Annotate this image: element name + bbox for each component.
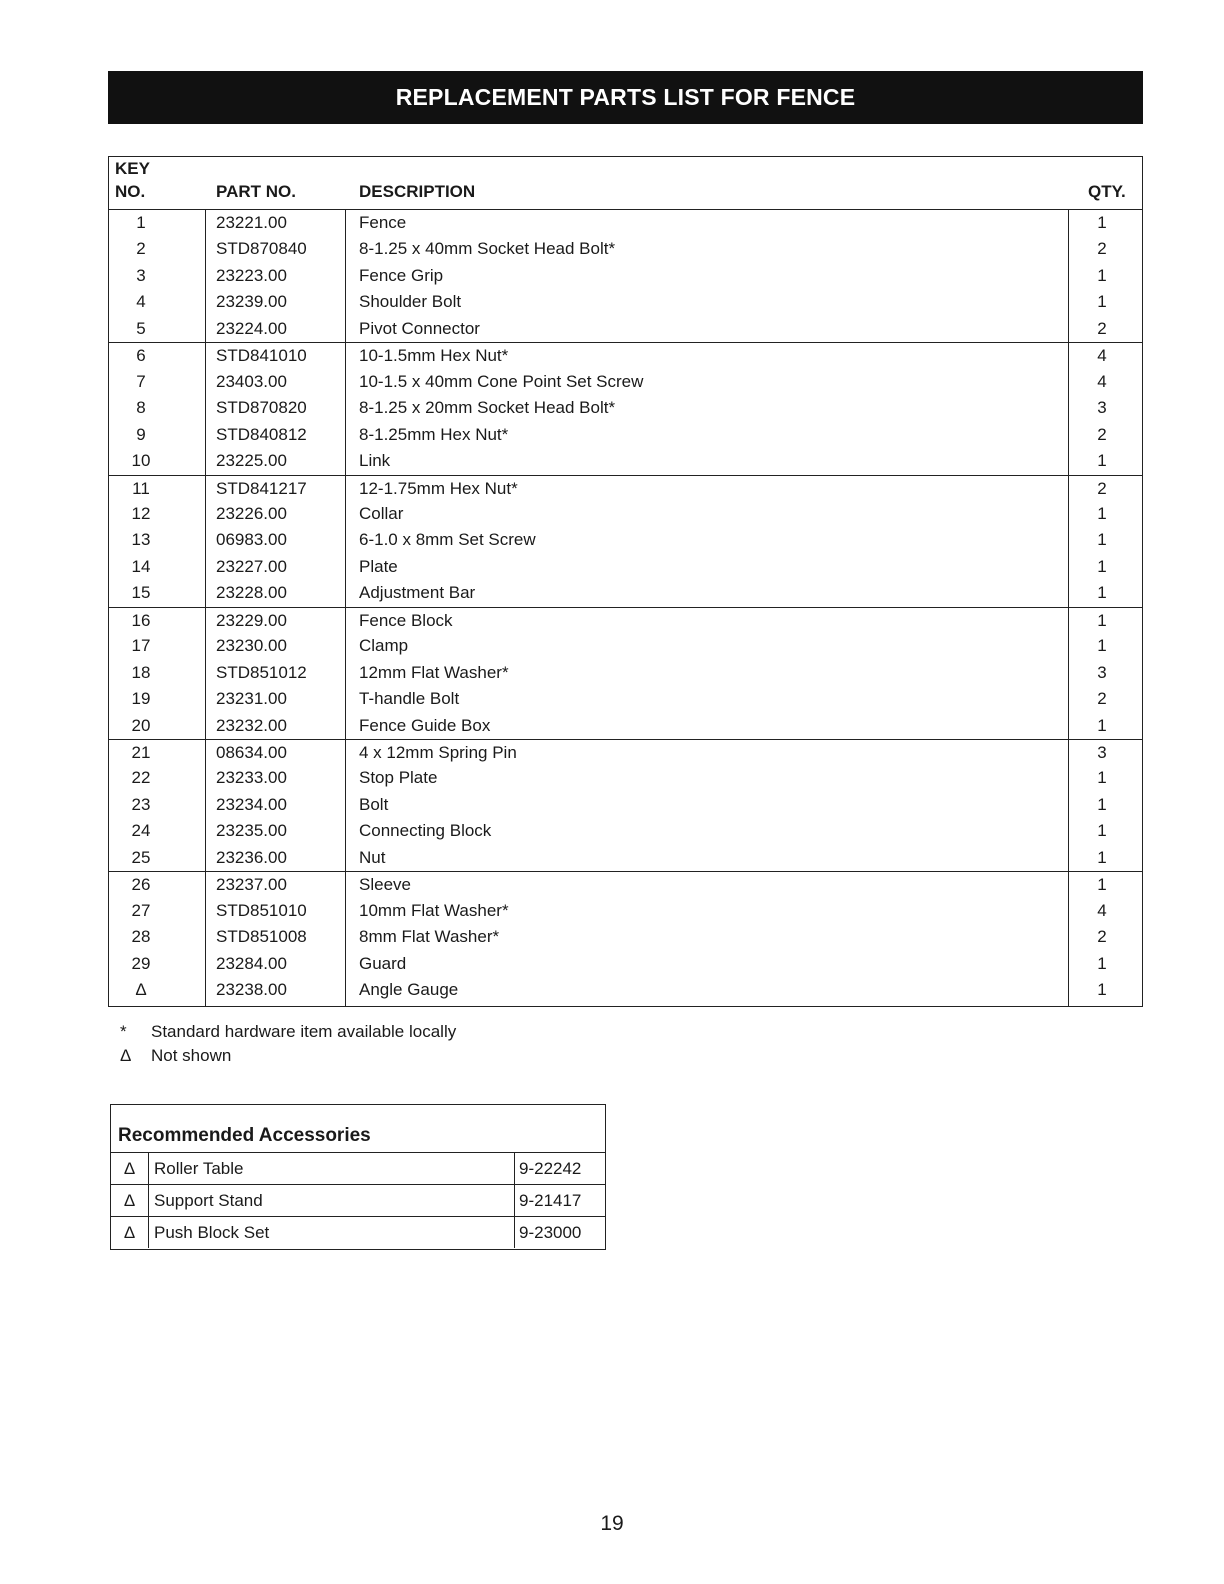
triangle-symbol: Δ: [111, 1185, 149, 1216]
key-number: 5: [136, 318, 146, 338]
key-number: 28: [131, 927, 151, 947]
quantity: 1: [1097, 875, 1107, 895]
quantity: 4: [1097, 900, 1107, 920]
quantity: 4: [1097, 346, 1107, 366]
part-number: 23228.00: [216, 583, 287, 603]
key-number: 18: [131, 662, 151, 682]
table-row: [109, 210, 1142, 236]
part-number: 23227.00: [216, 556, 287, 576]
part-description: Link: [359, 451, 391, 471]
key-number: 19: [131, 689, 151, 709]
key-number: 3: [136, 265, 146, 285]
quantity: 1: [1097, 451, 1107, 471]
table-row: [109, 660, 1142, 686]
quantity: 1: [1097, 821, 1107, 841]
quantity: 1: [1097, 292, 1107, 312]
part-number: STD840812: [216, 424, 307, 444]
part-description: 6-1.0 x 8mm Set Screw: [359, 530, 536, 550]
table-row: [109, 342, 1142, 369]
quantity: 3: [1097, 398, 1107, 418]
triangle-symbol: Δ: [111, 1217, 149, 1248]
quantity: 1: [1097, 583, 1107, 603]
part-number: STD851008: [216, 927, 307, 947]
table-row: [109, 633, 1142, 659]
part-description: Fence Grip: [359, 265, 444, 285]
part-number: STD870840: [216, 239, 307, 259]
footnotes: [108, 1020, 608, 1068]
quantity: 3: [1097, 743, 1107, 762]
accessory-number: 9-22242: [514, 1153, 581, 1184]
part-number: 23238.00: [216, 980, 287, 1000]
part-number: 23237.00: [216, 875, 287, 895]
part-number: 23226.00: [216, 503, 287, 523]
key-number: 15: [131, 583, 151, 603]
part-description: 10-1.5mm Hex Nut*: [359, 346, 509, 366]
key-number: 29: [131, 953, 151, 973]
footnote: [108, 1044, 608, 1068]
key-number: 23: [131, 794, 151, 814]
key-number: Δ: [135, 980, 147, 1000]
accessory-number: 9-21417: [514, 1185, 581, 1216]
part-number: 23221.00: [216, 213, 287, 232]
footnote-text: Standard hardware item available locally: [151, 1022, 457, 1041]
quantity: 1: [1097, 847, 1107, 867]
quantity: 1: [1097, 503, 1107, 523]
key-number: 2: [136, 239, 146, 259]
key-number: 9: [136, 424, 146, 444]
key-number: 25: [131, 847, 151, 867]
accessory-row: [111, 1216, 605, 1248]
part-description: Pivot Connector: [359, 318, 480, 338]
table-row: [109, 765, 1142, 791]
table-row: [109, 607, 1142, 634]
part-number: 23233.00: [216, 768, 287, 788]
table-row: [109, 475, 1142, 502]
key-number: 4: [136, 292, 146, 312]
header-qty: QTY.: [1088, 182, 1126, 201]
quantity: 1: [1097, 610, 1107, 630]
table-row: [109, 501, 1142, 527]
key-number: 24: [131, 821, 151, 841]
quantity: 2: [1097, 689, 1107, 709]
recommended-accessories-box: [110, 1104, 606, 1250]
part-description: Shoulder Bolt: [359, 292, 462, 312]
part-number: 23284.00: [216, 953, 287, 973]
key-number: 27: [131, 900, 151, 920]
part-description: 10mm Flat Washer*: [359, 900, 509, 920]
part-number: 06983.00: [216, 530, 287, 550]
triangle-symbol: Δ: [120, 1046, 132, 1065]
page-title: REPLACEMENT PARTS LIST FOR FENCE: [108, 71, 1143, 124]
part-description: 10-1.5 x 40mm Cone Point Set Screw: [359, 371, 644, 391]
part-description: Angle Gauge: [359, 980, 459, 1000]
part-number: 23239.00: [216, 292, 287, 312]
quantity: 2: [1097, 927, 1107, 947]
part-description: T-handle Bolt: [359, 689, 460, 709]
header-part-no: PART NO.: [216, 182, 296, 201]
table-row: [109, 448, 1142, 474]
part-number: 23236.00: [216, 847, 287, 867]
part-number: 23235.00: [216, 821, 287, 841]
part-description: Nut: [359, 847, 386, 867]
key-number: 16: [131, 610, 151, 630]
table-row: [109, 951, 1142, 977]
key-number: 26: [131, 875, 151, 895]
table-row: [109, 289, 1142, 315]
accessory-name: Push Block Set: [154, 1223, 270, 1242]
key-number: 13: [131, 530, 151, 550]
accessory-row: [111, 1152, 605, 1184]
part-description: Guard: [359, 953, 407, 973]
key-number: 12: [131, 503, 151, 523]
table-row: [109, 263, 1142, 289]
part-description: 8mm Flat Washer*: [359, 927, 500, 947]
accessories-title: Recommended Accessories: [118, 1125, 371, 1146]
table-row: [109, 792, 1142, 818]
part-description: Connecting Block: [359, 821, 492, 841]
table-row: [109, 713, 1142, 739]
key-number: 6: [136, 346, 146, 366]
table-row: [109, 818, 1142, 844]
quantity: 1: [1097, 715, 1107, 735]
quantity: 4: [1097, 371, 1107, 391]
part-description: 12-1.75mm Hex Nut*: [359, 478, 518, 498]
part-description: Fence Guide Box: [359, 715, 491, 735]
part-number: 23234.00: [216, 794, 287, 814]
quantity: 1: [1097, 213, 1107, 232]
quantity: 1: [1097, 636, 1107, 656]
key-number: 14: [131, 556, 151, 576]
header-key-line1: KEY: [115, 159, 150, 178]
quantity: 2: [1097, 239, 1107, 259]
accessory-number: 9-23000: [514, 1217, 581, 1248]
table-row: [109, 977, 1142, 1003]
quantity: 2: [1097, 478, 1107, 498]
accessory-name: Roller Table: [154, 1159, 244, 1178]
asterisk-symbol: *: [120, 1022, 127, 1041]
table-row: [109, 580, 1142, 606]
part-number: STD841217: [216, 478, 307, 498]
quantity: 2: [1097, 318, 1107, 338]
table-row: [109, 739, 1142, 766]
quantity: 1: [1097, 980, 1107, 1000]
part-number: 23232.00: [216, 715, 287, 735]
footnote-text: Not shown: [151, 1046, 232, 1065]
part-description: 4 x 12mm Spring Pin: [359, 743, 517, 762]
page-number: 19: [600, 1512, 624, 1535]
key-number: 10: [131, 451, 151, 471]
part-description: 8-1.25mm Hex Nut*: [359, 424, 509, 444]
table-row: [109, 369, 1142, 395]
quantity: 1: [1097, 265, 1107, 285]
triangle-symbol: Δ: [111, 1153, 149, 1184]
accessory-name: Support Stand: [154, 1191, 263, 1210]
part-number: 23230.00: [216, 636, 287, 656]
table-row: [109, 554, 1142, 580]
quantity: 2: [1097, 424, 1107, 444]
quantity: 1: [1097, 953, 1107, 973]
part-number: 23225.00: [216, 451, 287, 471]
key-number: 20: [131, 715, 151, 735]
part-number: STD870820: [216, 398, 307, 418]
parts-table: [108, 156, 1143, 1007]
part-description: Fence: [359, 213, 407, 232]
part-number: STD851010: [216, 900, 307, 920]
part-number: 08634.00: [216, 743, 287, 762]
table-row: [109, 924, 1142, 950]
part-description: 8-1.25 x 40mm Socket Head Bolt*: [359, 239, 616, 259]
key-number: 7: [136, 371, 146, 391]
quantity: 1: [1097, 768, 1107, 788]
table-row: [109, 395, 1142, 421]
footnote: [108, 1020, 608, 1044]
part-description: Stop Plate: [359, 768, 438, 788]
part-description: Fence Block: [359, 610, 453, 630]
header-description: DESCRIPTION: [359, 182, 476, 201]
quantity: 1: [1097, 556, 1107, 576]
part-number: 23403.00: [216, 371, 287, 391]
part-number: STD841010: [216, 346, 307, 366]
part-number: 23229.00: [216, 610, 287, 630]
key-number: 11: [132, 478, 150, 498]
part-description: Clamp: [359, 636, 409, 656]
table-header: [109, 157, 1142, 210]
part-description: Plate: [359, 556, 398, 576]
table-row: [109, 236, 1142, 262]
part-number: 23231.00: [216, 689, 287, 709]
table-row: [109, 898, 1142, 924]
table-row: [109, 527, 1142, 553]
key-number: 8: [136, 398, 146, 418]
quantity: 3: [1097, 662, 1107, 682]
table-row: [109, 845, 1142, 871]
quantity: 1: [1097, 530, 1107, 550]
key-number: 21: [131, 743, 151, 762]
table-row: [109, 871, 1142, 898]
part-description: Adjustment Bar: [359, 583, 476, 603]
table-row: [109, 422, 1142, 448]
part-description: Sleeve: [359, 875, 411, 895]
part-description: 8-1.25 x 20mm Socket Head Bolt*: [359, 398, 616, 418]
key-number: 22: [131, 768, 151, 788]
part-number: STD851012: [216, 662, 307, 682]
accessory-row: [111, 1184, 605, 1216]
part-description: Bolt: [359, 794, 389, 814]
header-key-line2: NO.: [115, 182, 146, 201]
table-row: [109, 316, 1142, 342]
part-description: Collar: [359, 503, 404, 523]
part-number: 23224.00: [216, 318, 287, 338]
part-number: 23223.00: [216, 265, 287, 285]
key-number: 1: [136, 213, 146, 232]
key-number: 17: [131, 636, 151, 656]
quantity: 1: [1097, 794, 1107, 814]
table-row: [109, 686, 1142, 712]
part-description: 12mm Flat Washer*: [359, 662, 509, 682]
